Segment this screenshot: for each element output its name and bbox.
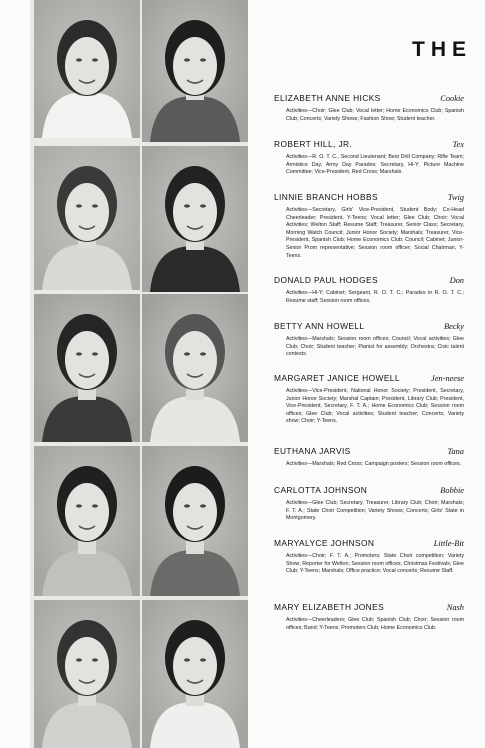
entry-header <box>274 485 464 495</box>
senior-entry <box>274 446 464 469</box>
senior-name: LINNIE BRANCH HOBBS <box>274 192 378 202</box>
senior-entry <box>274 139 464 177</box>
portrait-hicks <box>34 0 140 138</box>
senior-nickname: Twig <box>447 193 464 202</box>
senior-activities: Activities—Choir; Glee Club; Vocal letter; Home Economics Club; Spanish Club; Concerts; Variety Shows; Fashion Show; Student teacher. <box>286 108 464 122</box>
senior-entry <box>274 538 464 576</box>
senior-entry <box>274 321 464 359</box>
entry-header <box>274 192 464 202</box>
senior-name: EUTHANA JARVIS <box>274 446 351 456</box>
senior-entry <box>274 602 464 632</box>
senior-activities: Activities—Marshals; Red Cross; Campaign posters; Session room offices. <box>286 461 462 467</box>
senior-nickname: Don <box>449 276 464 285</box>
senior-name: ROBERT HILL, JR. <box>274 139 353 149</box>
portrait-hodges <box>142 146 248 292</box>
senior-activities: Activities—Vice-President, National Honor Society; President, Secretary, Junior Honor Society; Marshal Captain; President, Library Club; President, Vice-President, Secretary, F. T. A.; Home Economics Club; Session room offices; Glee Club; Vocal activities; Student teacher; Concerts; Variety show; Choir; Y-Teens. <box>286 388 464 425</box>
senior-nickname: Becky <box>444 322 464 331</box>
senior-name: BETTY ANN HOWELL <box>274 321 365 331</box>
senior-nickname: Nash <box>446 603 464 612</box>
portrait-jones <box>142 600 248 748</box>
senior-nickname: Little-Bit <box>433 539 464 548</box>
entry-header <box>274 538 464 548</box>
senior-activities: Activities—Glee Club; Secretary, Treasurer, Library Club; Choir; Marshals; F. T. A.; State Choir Competition; Variety Shows; Concerts; Girls' State in Montgomery. <box>286 500 464 522</box>
page-heading: THE <box>412 38 472 61</box>
senior-nickname: Jen-neese <box>430 374 464 383</box>
portrait-c-johnson <box>142 446 248 596</box>
entry-header <box>274 373 464 383</box>
senior-entry <box>274 275 464 305</box>
entry-header <box>274 321 464 331</box>
senior-name: MARY ELIZABETH JONES <box>274 602 385 612</box>
portrait-b-howell <box>34 294 140 442</box>
senior-name: MARYALYCE JOHNSON <box>274 538 375 548</box>
entry-header <box>274 602 464 612</box>
entry-header <box>274 139 464 149</box>
portrait-hobbs <box>34 146 140 290</box>
senior-nickname: Cookie <box>440 94 464 103</box>
portrait-jarvis <box>34 446 140 596</box>
senior-name: MARGARET JANICE HOWELL <box>274 373 400 383</box>
senior-activities: Activities—Secretary, Girls' Vice-President, Student Body; Co-Head Cheerleader; President, Y-Teens; Vocal letter; Glee Club; Choir; Vocal Activities; Welton Staff; Resume Staff; Treasurer, Senior Class; Secretary, Morning Watch Council; Junior Honor Society; Marshals; Treasurer, Vice-President, Spanish Club; Home Economics Club; Council; Cabinet; Junior-Senior Prom representative; Session room officer; Social Chairman, Y-Teens. <box>286 207 464 259</box>
senior-nickname: Tana <box>447 447 464 456</box>
senior-entry <box>274 192 464 260</box>
senior-activities: Activities—R. O. T. C., Second Lieutenant; Best Drill Company; Rifle Team; Armistice Day, Army Day Parades; Secretary, Hi-Y; Picture Machine Committee; Vice-President, Red Cross; Marshals. <box>286 154 464 176</box>
senior-activities: Activities—Cheerleaders; Glee Club; Spanish Club; Choir; Session room offices; Band; Y-Teens; Promoters Club; Home Economics Club. <box>286 617 464 631</box>
senior-nickname: Tex <box>452 140 464 149</box>
senior-activities: Activities—Choir; F. T. A.; Promoters; State Choir competition; Variety Show; Reporter for Welton; Session room offices; Christmas Festivals; Glee Club; Y-Teens; Marshals; Office practice; Vocal concerts; Resume Staff. <box>286 553 464 575</box>
senior-entry <box>274 373 464 426</box>
senior-nickname: Bobbie <box>440 486 464 495</box>
senior-activities: Activities—Hi-Y; Cabinet; Sergeant, R. O. T. C.; Parades in R. O. T. C.; Resume staff; Session room offices. <box>286 290 464 304</box>
senior-name: ELIZABETH ANNE HICKS <box>274 93 381 103</box>
senior-entry <box>274 485 464 523</box>
portrait-m-howell <box>142 294 248 442</box>
senior-entry <box>274 93 464 123</box>
entry-header <box>274 93 464 103</box>
portrait-m-johnson <box>34 600 140 748</box>
portrait-hill <box>142 0 248 142</box>
senior-name: DONALD PAUL HODGES <box>274 275 378 285</box>
entry-header <box>274 275 464 285</box>
entry-header <box>274 446 464 456</box>
senior-name: CARLOTTA JOHNSON <box>274 485 368 495</box>
senior-activities: Activities—Marshals; Session room offices; Council; Vocal activities; Glee Club; Choir; Student teacher; Pianist for assembly; Orchestra; Civic talent contests. <box>286 336 464 358</box>
